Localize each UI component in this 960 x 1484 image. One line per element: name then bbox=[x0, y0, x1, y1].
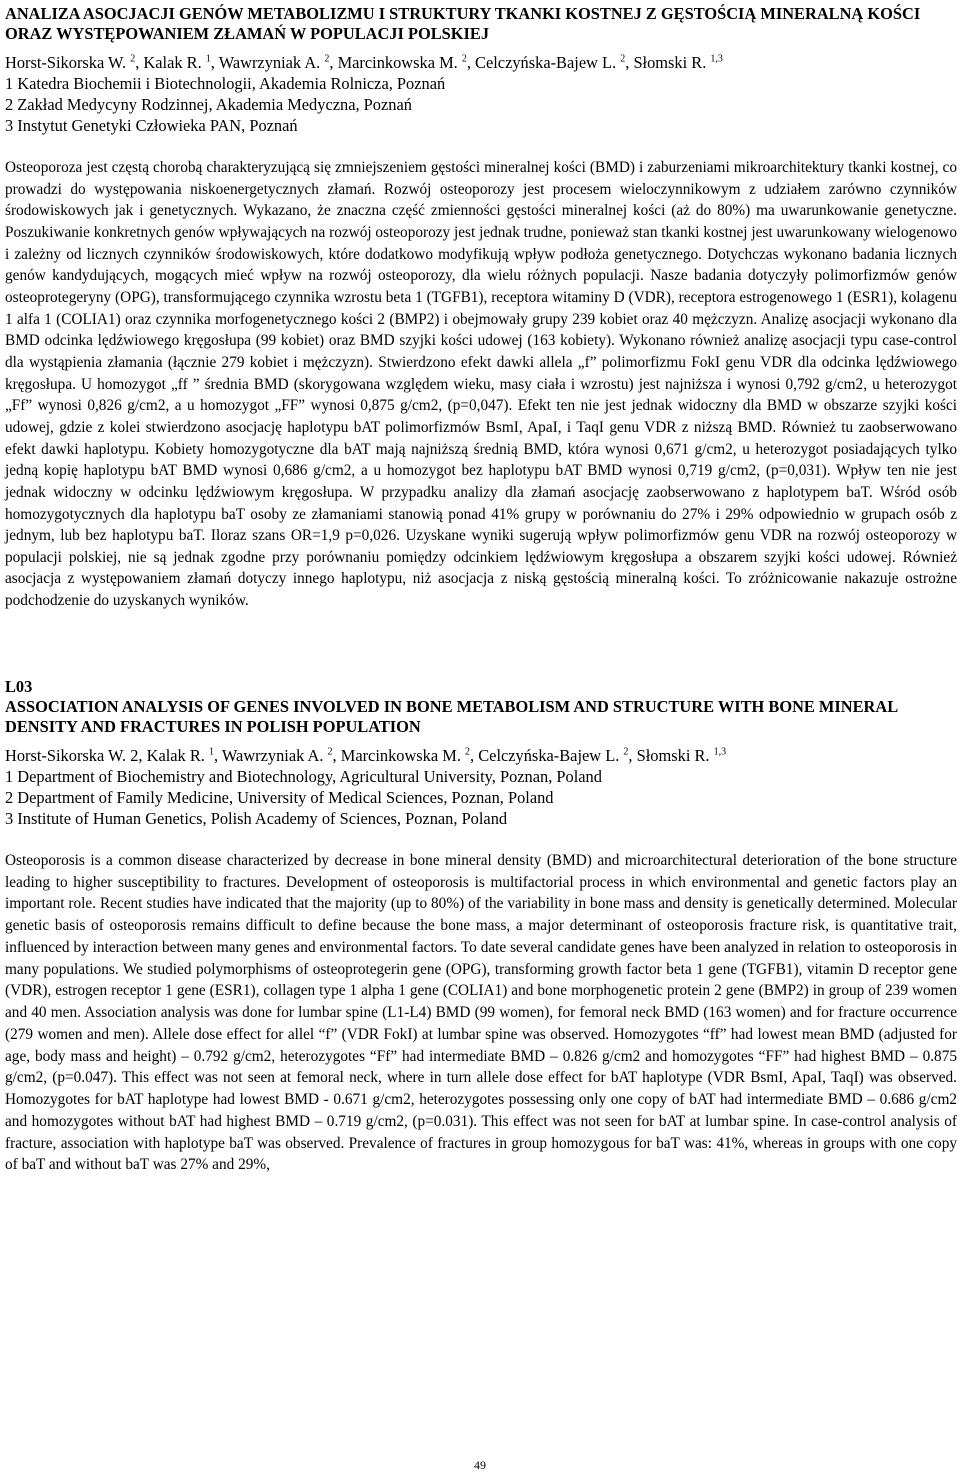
english-abstract: Osteoporosis is a common disease characterized by decrease in bone mineral density (BMD) and microarchitectural deterioration of the bone structure leading to higher susceptibility to fractures. Development of osteoporosis is multifactorial process in which environmental and genetic factors play an important role. Recent studies have indicated that the majority (up to 80%) of the variability in bone mass and density is genetically determined. Molecular genetic basis of osteoporosis remains difficult to define because the bone mass, a major determinant of osteoporosis fracture risk, is quantitative trait, influenced by interaction between many genes and environmental factors. To date several candidate genes have been analyzed in relation to osteoporosis in many populations. We studied polymorphisms of osteoprotegerin gene (OPG), transforming growth factor beta 1 gene (TGFB1), vitamin D receptor gene (VDR), estrogen receptor 1 gene (ESR1), collagen type 1 alpha 1 gene (COLIA1) and bone morphogenetic protein 2 gene (BMP2) in group of 239 women and 40 men. Association analysis was done for lumbar spine (L1-L4) BMD (99 women), for femoral neck BMD (163 women) and for fracture occurrence (279 women and men). Allele dose effect for allel “f” (VDR FokI) at lumbar spine was observed. Homozygotes “ff” had lowest mean BMD (adjusted for age, body mass and height) – 0.792 g/cm2, heterozygotes “Ff” had intermediate BMD – 0.826 g/cm2 and homozygotes “FF” had highest BMD – 0.875 g/cm2, (p=0.047). This effect was not seen at femoral neck, where in turn allele dose effect for bAT haplotype (VDR BsmI, ApaI, TaqI) was observed. Homozygotes for bAT haplotype had lowest BMD - 0.671 g/cm2, heterozygotes possessing only one copy of bAT had intermediate BMD – 0.686 g/cm2 and homozygotes without bAT had highest BMD – 0.719 g/cm2, (p=0.031). This effect was not seen for bAT at lumbar spine. In case-control analysis of fracture, association with haplotype baT was observed. Prevalence of fractures in group homozygous for baT was: 41%, whereas in groups with one copy of baT and without baT was 27% and 29%, bbox=[5, 851, 957, 1174]
author: Kalak R. $^1$, bbox=[146, 745, 222, 765]
page bbox=[5, 4, 957, 1176]
abstract-code: L03 bbox=[5, 676, 33, 696]
author: Horst-Sikorska W. 2, bbox=[5, 745, 147, 765]
author: Celczyńska-Bajew L. $^2$, bbox=[475, 53, 634, 72]
english-affiliation: 3 Institute of Human Genetics, Polish Academy of Sciences, Poznan, Poland bbox=[5, 808, 508, 828]
author: Horst-Sikorska W. $^2$, bbox=[5, 53, 144, 72]
author: Wawrzyniak A. $^2$, bbox=[218, 53, 338, 72]
english-affiliation: 2 Department of Family Medicine, University of Medical Sciences, Poznan, Poland bbox=[5, 787, 554, 807]
polish-affiliation: 3 Instytut Genetyki Człowieka PAN, Poznań bbox=[5, 116, 298, 135]
page-number: 49 bbox=[474, 1458, 486, 1472]
english-authors bbox=[5, 745, 957, 766]
english-section bbox=[5, 677, 957, 1176]
author: Słomski R. $^{1,3}$ bbox=[633, 53, 723, 72]
polish-abstract: Osteoporoza jest częstą chorobą charakteryzującą się zmniejszeniem gęstości mineralnej kości (BMD) i zaburzeniami mikroarchitektury tkanki kostnej, co prowadzi do występowania niskoenergetycznych złamań. Rozwój osteoporozy jest procesem wieloczynnikowym z udziałem zarówno czynników środowiskowych jak i genetycznych. Wykazano, że znaczna część zmienności gęstości mineralnej kości (aż do 80%) ma uwarunkowanie genetyczne. Poszukiwanie konkretnych genów wpływających na rozwój osteoporozy jest jednak trudne, ponieważ stan tkanki kostnej jest uwarunkowany wielogenowo i zależny od licznych czynników środowiskowych, które dodatkowo modyfikują wpływ podłoża genetycznego. Dotychczas wykonano badania licznych genów kandydujących, mogących mieć wpływ na rozwój osteoporozy, dla wielu różnych populacji. Nasze badania dotyczyły polimorfizmów genów osteoprotegeryny (OPG), transformującego czynnika wzrostu beta 1 (TGFB1), receptora witaminy D (VDR), receptora estrogenowego 1 (ESR1), kolagenu 1 alfa 1 (COLIA1) oraz czynnika morfogenetycznego kości 2 (BMP2) i obejmowały grupy 239 kobiet oraz 40 mężczyzn. Analizę asocjacji wykonano dla BMD odcinka lędźwiowego kręgosłupa (99 kobiet) oraz BMD szyjki kości udowej (163 kobiety). Wykonano również analizę asocjacji typu case-control dla wystąpienia złamania (łącznie 279 kobiet i mężczyzn). Stwierdzono efekt dawki allela „f” polimorfizmu FokI genu VDR dla odcinka lędźwiowego kręgosłupa. U homozygot „ff ” średnia BMD (skorygowana względem wieku, masy ciała i wzrostu) jest najniższa i wynosi 0,792 g/cm2, u heterozygot „Ff” wynosi 0,826 g/cm2, a u homozygot „FF” wynosi 0,875 g/cm2, (p=0,047). Efekt ten nie jest jednak widoczny dla BMD w obszarze szyjki kości udowej, gdzie z kolei stwierdzono asocjację haplotypu bAT polimorfizmów BsmI, ApaI, i TaqI genu VDR z niższą BMD. Również tu zaobserwowano efekt dawki haplotypu. Kobiety homozygotyczne dla bAT mają najniższą średnią BMD, która wynosi 0,671 g/cm2, u heterozygot posiadających tylko jedną kopię haplotypu bAT BMD wynosi 0,686 g/cm2, a u homozygot bez haplotypu bAT BMD wynosi 0,719 g/cm2, (p=0,031). Wpływ ten nie jest jednak widoczny w odcinku lędźwiowym kręgosłupa. W przypadku analizy dla złamań asocjację zaobserwowano z haplotypem baT. Wśród osób homozygotycznych dla haplotypu baT osoby ze złamaniami stanowią ponad 41% grupy w porównaniu do 27% i 29% odpowiednio w grupach osób z jednym, lub bez haplotypu baT. Iloraz szans OR=1,9 p=0,026. Uzyskane wyniki sugerują wpływ polimorfizmów genu VDR na rozwój osteoporozy w populacji polskiej, nie są jednak zgodne przy porównaniu pomiędzy odcinkiem lędźwiowym kręgosłupa a obszarem szyjki kości udowej. Również asocjacja z występowaniem złamań dotyczy innego haplotypu, niż asocjacja z niską gęstością mineralną kości. To zróżnicowanie nakazuje ostrożne podchodzenie do uzyskanych wyników. bbox=[5, 159, 957, 610]
author: Celczyńska-Bajew L. $^2$, bbox=[478, 745, 637, 765]
polish-title: ANALIZA ASOCJACJI GENÓW METABOLIZMU I STRUKTURY TKANKI KOSTNEJ Z GĘSTOŚCIĄ MINERALNĄ KOŚCI ORAZ WYSTĘPOWANIEM ZŁAMAŃ W POPULACJI POLSKIEJ bbox=[5, 4, 921, 43]
english-title: ASSOCIATION ANALYSIS OF GENES INVOLVED IN BONE METABOLISM AND STRUCTURE WITH BONE MINERAL DENSITY AND FRACTURES IN POLISH POPULATION bbox=[5, 696, 898, 736]
author: Marcinkowska M. $^2$, bbox=[340, 745, 479, 765]
author: Wawrzyniak A. $^2$, bbox=[221, 745, 341, 765]
polish-authors bbox=[5, 52, 957, 73]
polish-section bbox=[5, 4, 957, 612]
author: Słomski R. $^{1,3}$ bbox=[636, 745, 727, 765]
author: Kalak R. $^1$, bbox=[143, 53, 219, 72]
author: Marcinkowska M. $^2$, bbox=[337, 53, 476, 72]
english-affiliation: 1 Department of Biochemistry and Biotechnology, Agricultural University, Poznan, Poland bbox=[5, 766, 602, 786]
polish-affiliation: 1 Katedra Biochemii i Biotechnologii, Akademia Rolnicza, Poznań bbox=[5, 74, 446, 93]
polish-affiliation: 2 Zakład Medycyny Rodzinnej, Akademia Medyczna, Poznań bbox=[5, 95, 412, 114]
